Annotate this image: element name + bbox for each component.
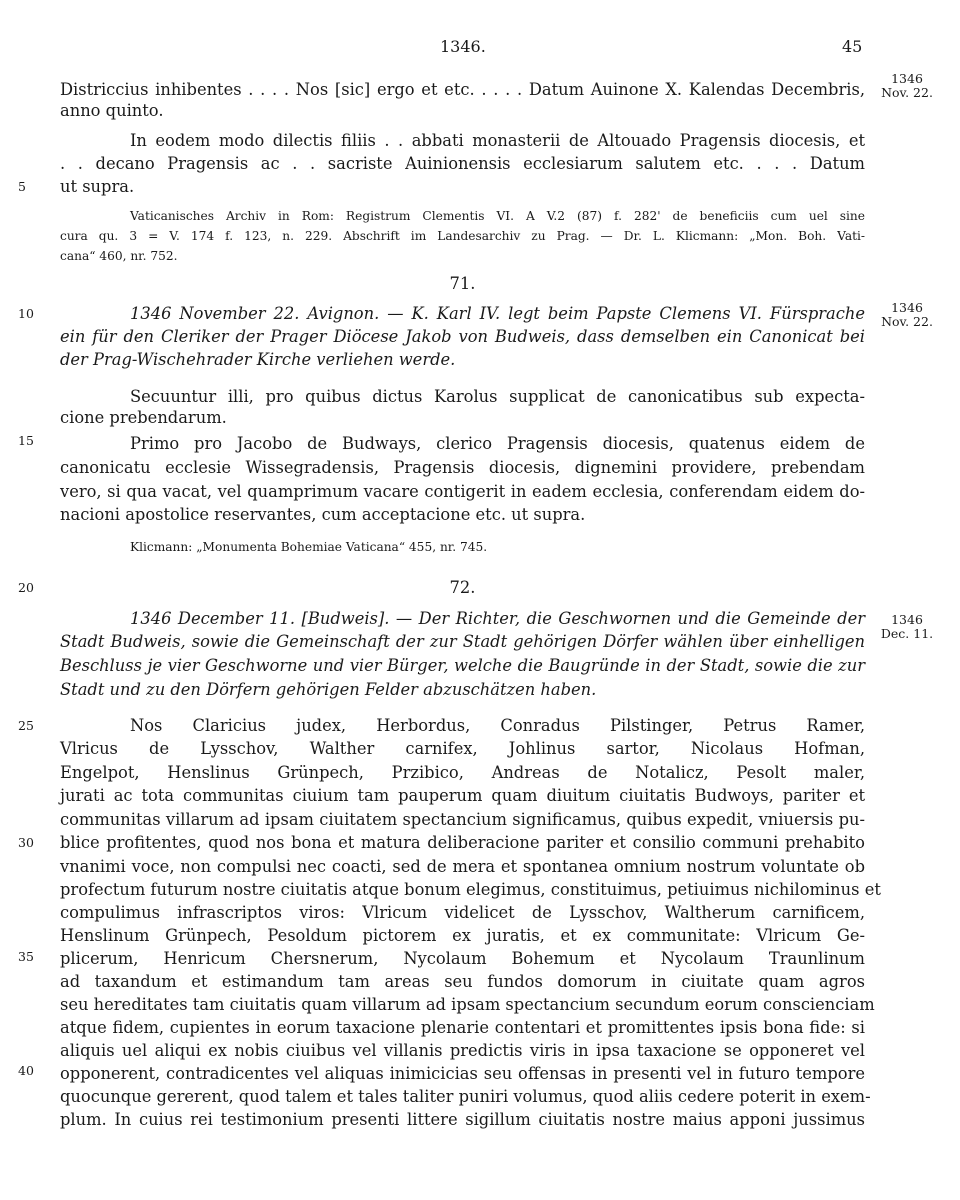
text-line-t14: atque fidem, cupientes in eorum taxacione plenarie contentari et promittentes ipsis bona fide: si [60,1018,865,1037]
text-line-t3: Engelpot, Henslinus Grünpech, Przibico, Andreas de Notalicz, Pesolt maler, [60,763,865,782]
line-number: 25 [18,718,34,733]
text-line-l5: ut supra. [60,177,135,196]
page-number: 45 [842,37,863,56]
text-line-r3: der Prag-Wischehrader Kirche verliehen werde. [60,350,456,369]
text-line-s1: Vaticanisches Archiv in Rom: Registrum Clementis VI. A V.2 (87) f. 282' de beneficiis cum uel sine [130,209,865,223]
text-line-t15: aliquis uel aliqui ex nobis ciuibus vel villanis predictis viris in ipsa taxacione se opponeret vel [60,1041,865,1060]
margin-year: 1346 [891,71,923,86]
text-line-s3: cana“ 460, nr. 752. [60,249,178,263]
margin-date-note [872,301,942,329]
text-line-t8: profectum futurum nostre ciuitatis atque bonum elegimus, constituimus, petiuimus nichilominus et [60,880,881,899]
line-number: 20 [18,580,34,595]
text-line-t16: opponerent, contradicentes vel aliquas inimicicias seu offensas in presenti vel in futuro tempore [60,1064,865,1083]
margin-date: Nov. 22. [881,314,933,329]
margin-date-note [872,72,942,100]
margin-date: Nov. 22. [881,85,933,100]
text-line-t4: jurati ac tota communitas ciuium tam pauperum quam diuitum ciuitatis Budwoys, pariter et [60,786,865,805]
text-line-t12: ad taxandum et estimandum tam areas seu fundos domorum in ciuitate quam agros [60,972,865,991]
text-line-r4: 1346 December 11. [Budweis]. — Der Richter, die Geschwornen und die Gemeinde der [130,609,865,628]
line-number: 30 [18,835,34,850]
text-line-t11: plicerum, Henricum Chersnerum, Nycolaum Bohemum et Nycolaum Traunlinum [60,949,865,968]
margin-date: Dec. 11. [880,626,934,641]
text-line-t5: communitas villarum ad ipsam ciuitatem spectancium significamus, quibus expedit, vniuersis pu- [60,810,865,829]
text-line-b5: vero, si qua vacat, vel quamprimum vacare contigerit in eadem ecclesia, conferendam eidem do- [60,482,865,501]
margin-date-note [872,613,942,641]
line-number: 15 [18,433,34,448]
text-line-t2: Vlricus de Lysschov, Walther carnifex, Johlinus sartor, Nicolaus Hofman, [60,739,865,758]
text-line-s2: cura qu. 3 = V. 174 f. 123, n. 229. Abschrift im Landesarchiv zu Prag. — Dr. L. Klicmann: „Mon. Boh. Vati- [60,229,865,243]
text-line-b6: nacioni apostolice reservantes, cum acceptacione etc. ut supra. [60,505,586,524]
text-line-t13: seu hereditates tam ciuitatis quam villarum ad ipsam spectancium secundum eorum conscienciam [60,995,875,1014]
text-line-n72: 72. [449,578,476,597]
text-line-l3: In eodem modo dilectis filiis . . abbati monasterii de Altouado Pragensis diocesis, et [130,131,865,150]
text-line-l2: anno quinto. [60,101,164,120]
line-number: 35 [18,949,34,964]
margin-year: 1346 [891,612,923,627]
text-line-s4: Klicmann: „Monumenta Bohemiae Vaticana“ 455, nr. 745. [130,540,488,554]
text-line-r7: Stadt und zu den Dörfern gehörigen Felder abzuschätzen haben. [60,680,597,699]
text-line-t17: quocunque gererent, quod talem et tales taliter puniri volumus, quod aliis cedere poterit in exem- [60,1087,871,1106]
margin-year: 1346 [891,300,923,315]
line-number: 5 [18,179,26,194]
text-line-l1: Districcius inhibentes . . . . Nos [sic] ergo et etc. . . . . Datum Auinone X. Kalendas Decembris, [60,80,865,99]
text-line-t9: compulimus infrascriptos viros: Vlricum videlicet de Lysschov, Waltherum carnificem, [60,903,865,922]
text-line-b4: canonicatu ecclesie Wissegradensis, Pragensis diocesis, dignemini providere, prebendam [60,458,865,477]
text-line-t10: Henslinum Grünpech, Pesoldum pictorem ex juratis, et ex communitate: Vlricum Ge- [60,926,865,945]
text-line-l4: . . decano Pragensis ac . . sacriste Auinionensis ecclesiarum salutem etc. . . . Datum [60,154,865,173]
text-line-t6: blice profitentes, quod nos bona et matura deliberacione pariter et consilio communi prehabito [60,833,865,852]
text-line-t7: vnanimi voce, non compulsi nec coacti, sed de mera et spontanea omnium nostrum voluntate ob [60,857,865,876]
text-line-t18: plum. In cuius rei testimonium presenti littere sigillum ciuitatis nostre maius apponi jussimus [60,1110,865,1129]
text-line-r5: Stadt Budweis, sowie die Gemeinschaft der zur Stadt gehörigen Dörfer wählen über einhelligen [60,632,865,651]
text-line-r2: ein für den Cleriker der Prager Diöcese Jakob von Budweis, dass demselben ein Canonicat bei [60,327,865,346]
text-line-t1: Nos Claricius judex, Herbordus, Conradus Pilstinger, Petrus Ramer, [130,716,865,735]
line-number: 10 [18,306,34,321]
running-head-year: 1346. [440,37,486,56]
text-line-r6: Beschluss je vier Geschworne und vier Bürger, welche die Baugründe in der Stadt, sowie die zur [60,656,865,675]
text-line-b1: Secuuntur illi, pro quibus dictus Karolus supplicat de canonicatibus sub expecta- [130,387,865,406]
text-line-n71: 71. [449,274,476,293]
text-line-r1: 1346 November 22. Avignon. — K. Karl IV. legt beim Papste Clemens VI. Fürsprache [130,304,865,323]
text-line-b2: cione prebendarum. [60,408,227,427]
text-line-b3: Primo pro Jacobo de Budways, clerico Pragensis diocesis, quatenus eidem de [130,434,865,453]
line-number: 40 [18,1063,34,1078]
